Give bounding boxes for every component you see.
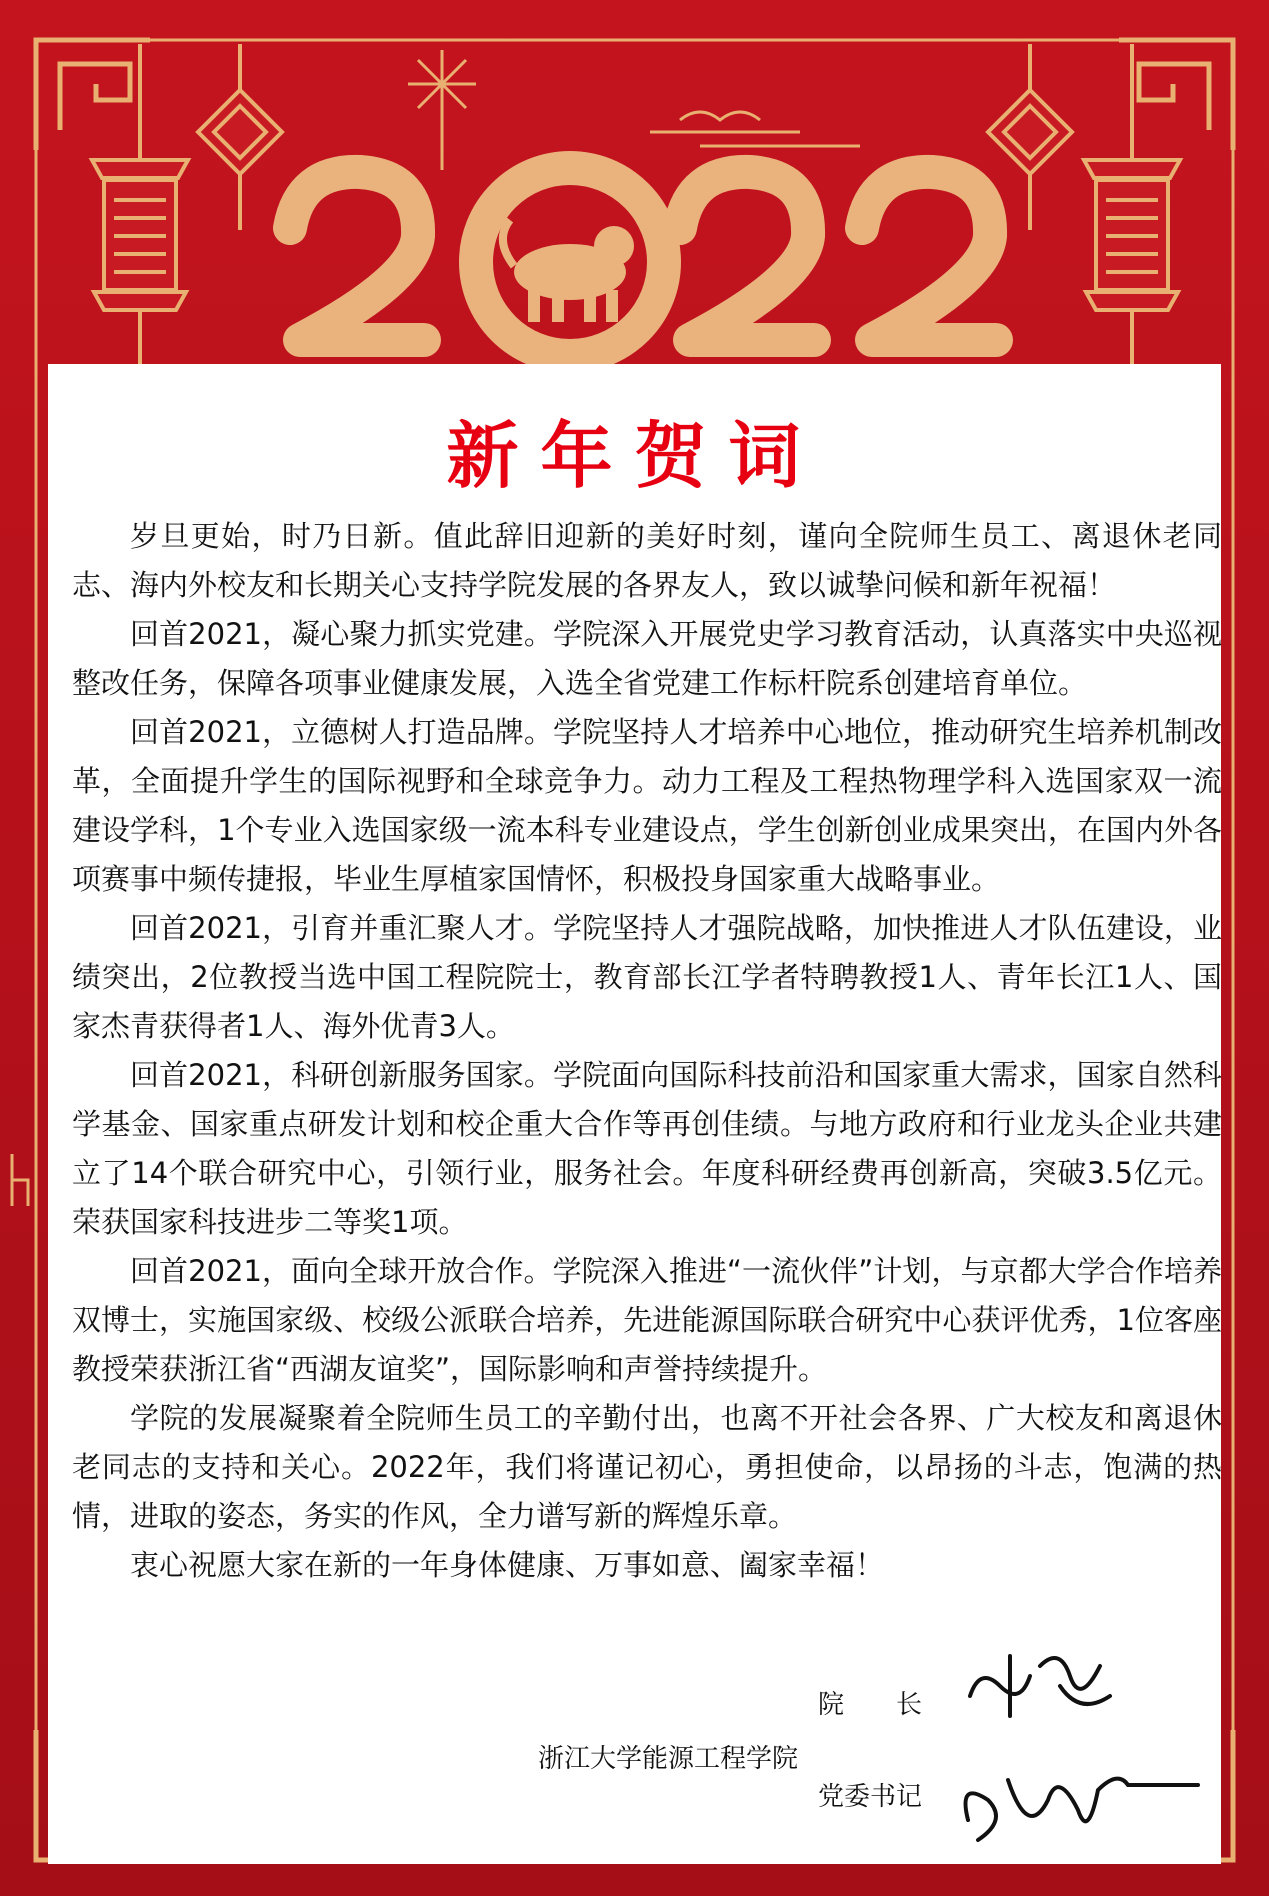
firework-icon <box>408 50 476 170</box>
secretary-label: 党委书记 <box>818 1782 923 1812</box>
paragraph-talent: 回首2021，引育并重汇聚人才。学院坚持人才强院战略，加快推进人才队伍建设，业绩突出，2位教授当选中国工程院院士，教育部长江学者特聘教授1人、青年长江1人、国家杰青获得者1人、海外优青3人。 <box>72 911 1222 1043</box>
digit-2-third <box>680 172 814 340</box>
corner-fretwork-top-left <box>36 40 150 150</box>
paragraph-party-building: 回首2021，凝心聚力抓实党建。学院深入开展党史学习教育活动，认真落实中央巡视整改任务，保障各项事业健康发展，入选全省党建工作标杆院系创建培育单位。 <box>72 617 1222 700</box>
auspicious-cloud-icon <box>650 112 860 146</box>
lantern-left-icon <box>92 44 188 390</box>
year-2022-papercut <box>290 168 996 356</box>
paragraph-wishes: 衷心祝愿大家在新的一年身体健康、万事如意、阖家幸福！ <box>130 1548 885 1582</box>
diamond-charm-left-icon <box>198 44 282 230</box>
paragraph-outlook: 学院的发展凝聚着全院师生员工的辛勤付出，也离不开社会各界、广大校友和离退休老同志的支持和关心。2022年，我们将谨记初心，勇担使命，以昂扬的斗志，饱满的热情，进取的姿态，务实的作风，全力谱写新的辉煌乐章。 <box>72 1401 1222 1533</box>
institution-name: 浙江大学能源工程学院 <box>538 1744 799 1774</box>
paragraph-research: 回首2021，科研创新服务国家。学院面向国际科技前沿和国家重大需求，国家自然科学基金、国家重点研发计划和校企重大合作等再创佳绩。与地方政府和行业龙头企业共建立了14个联合研究中心，引领行业，服务社会。年度科研经费再创新高，突破3.5亿元。荣获国家科技进步二等奖1项。 <box>72 1058 1222 1239</box>
dean-signature <box>960 1636 1120 1736</box>
secretary-signature <box>948 1740 1208 1860</box>
paragraph-cooperation: 回首2021，面向全球开放合作。学院深入推进“一流伙伴”计划，与京都大学合作培养双博士，实施国家级、校级公派联合培养，先进能源国际联合研究中心获评优秀，1位客座教授荣获浙江省“西湖友谊奖”，国际影响和声誉持续提升。 <box>72 1254 1222 1386</box>
digit-2-fourth <box>862 172 996 340</box>
page-title: 新年贺词 <box>446 414 823 498</box>
digit-2-first <box>290 172 424 340</box>
tiger-icon <box>503 220 634 322</box>
side-ornament-icon <box>8 1150 32 1210</box>
lantern-right-icon <box>1084 44 1180 380</box>
paragraph-greeting: 岁旦更始，时乃日新。值此辞旧迎新的美好时刻，谨向全院师生员工、离退休老同志、海内外校友和长期关心支持学院发展的各界友人，致以诚挚问候和新年祝福！ <box>72 519 1222 602</box>
paragraph-education: 回首2021，立德树人打造品牌。学院坚持人才培养中心地位，推动研究生培养机制改革，全面提升学生的国际视野和全球竞争力。动力工程及工程热物理学科入选国家双一流建设学科，1个专业入选国家级一流本科专业建设点，学生创新创业成果突出，在国内外各项赛事中频传捷报，毕业生厚植家国情怀，积极投身国家重大战略事业。 <box>72 715 1222 896</box>
dean-label: 院 长 <box>818 1690 923 1720</box>
letter-body <box>72 512 1222 1590</box>
corner-fretwork-top-right <box>1119 40 1233 150</box>
